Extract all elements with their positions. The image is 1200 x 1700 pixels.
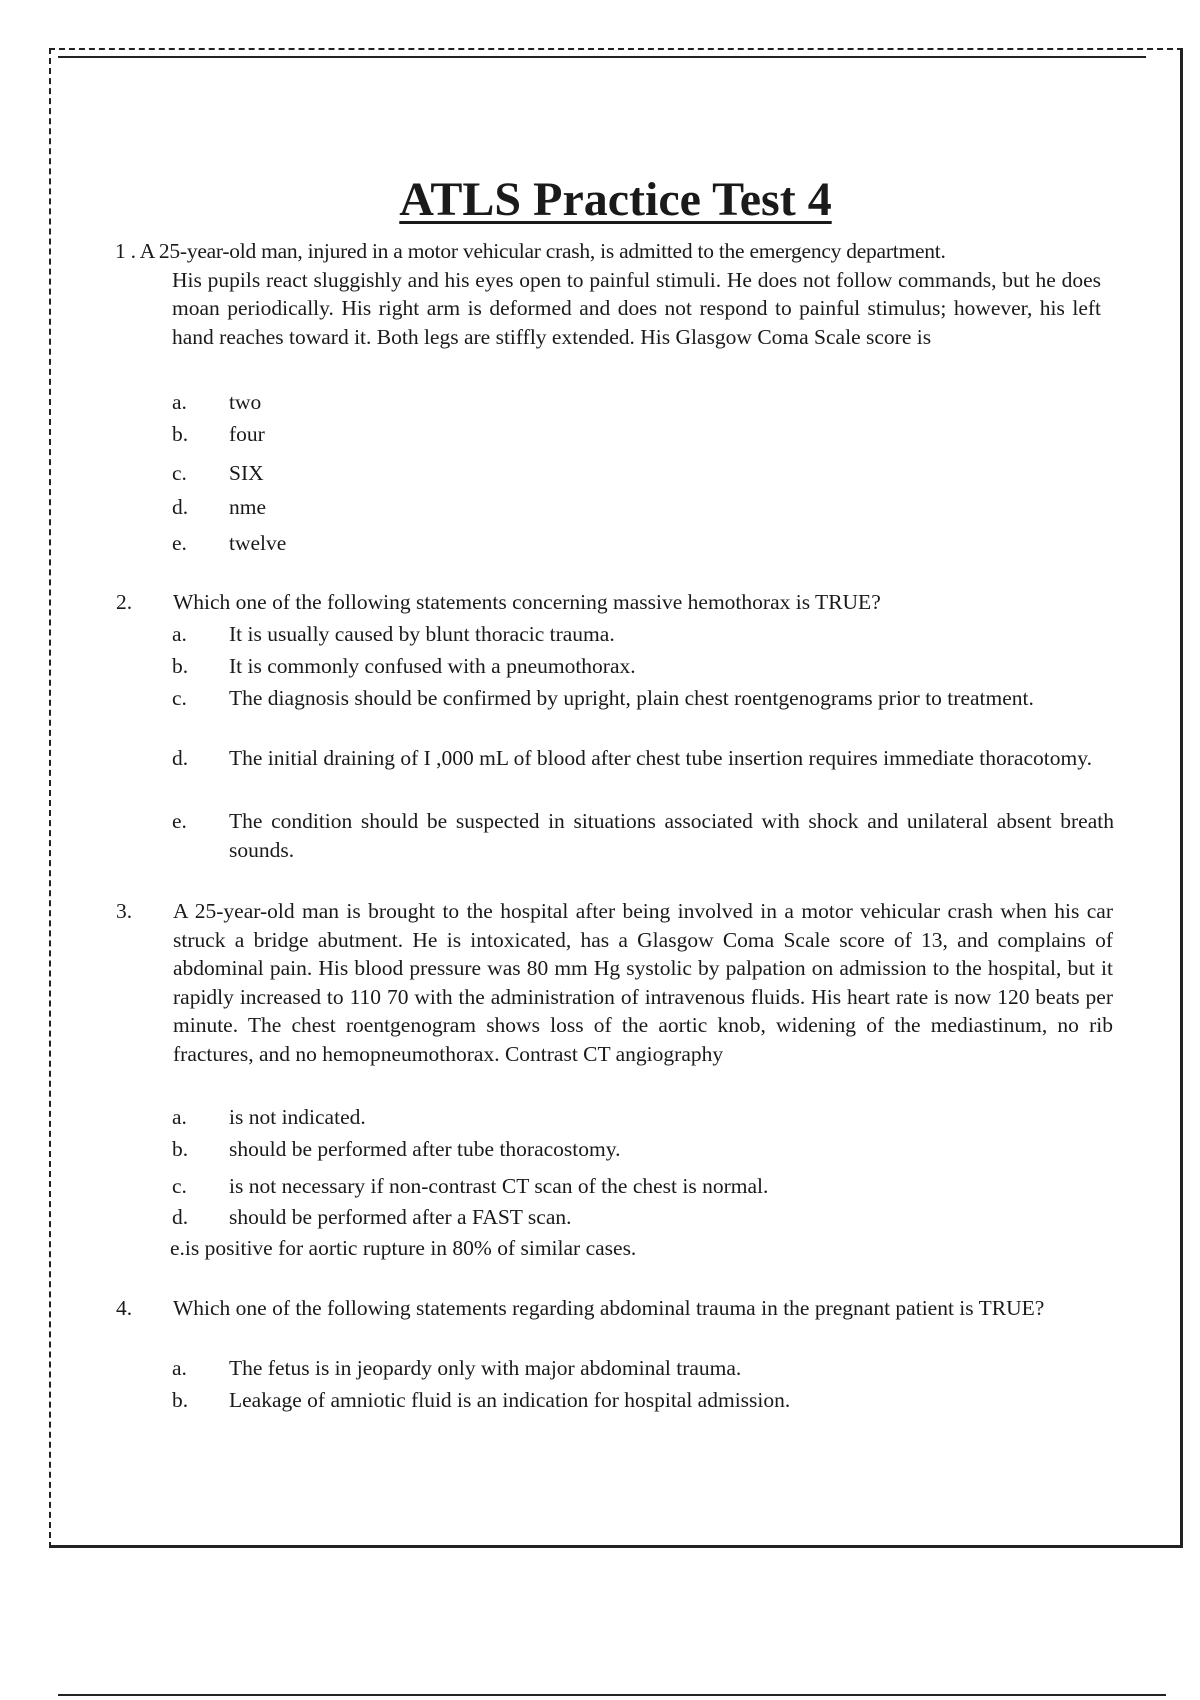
question-2 bbox=[116, 588, 1114, 617]
question-text: His pupils react sluggishly and his eyes open to painful stimuli. He does not follow commands, but he does moan periodically. His right arm is deformed and does not respond to painful stimulus; however, his left hand reaches toward it. Both legs are stiffly extended. His Glasgow Coma Scale score is bbox=[172, 267, 1101, 349]
option-letter: a. bbox=[172, 1356, 187, 1380]
option-letter: c. bbox=[172, 686, 187, 710]
option-letter: e. bbox=[170, 1236, 185, 1260]
bottom-rule bbox=[58, 1694, 1166, 1696]
option-letter: d. bbox=[172, 495, 189, 519]
document-title: ATLS Practice Test 4 bbox=[399, 173, 832, 226]
question-4 bbox=[116, 1294, 1114, 1323]
option-e bbox=[170, 1234, 636, 1263]
option-letter: e. bbox=[172, 809, 187, 833]
option-letter: b. bbox=[172, 654, 189, 678]
option-letter: d. bbox=[172, 746, 189, 770]
option-text: twelve bbox=[229, 531, 287, 555]
question-text: Which one of the following statements regarding abdominal trauma in the pregnant patient is TRUE? bbox=[173, 1296, 1045, 1320]
option-letter: a. bbox=[172, 390, 187, 414]
option-text: It is usually caused by blunt thoracic trauma. bbox=[229, 622, 615, 646]
question-number: 2. bbox=[116, 590, 133, 614]
question-text: Which one of the following statements concerning massive hemothorax is TRUE? bbox=[173, 590, 881, 614]
option-text: should be performed after a FAST scan. bbox=[229, 1205, 572, 1229]
option-letter: d. bbox=[172, 1205, 189, 1229]
option-text: nme bbox=[229, 495, 267, 519]
top-rule bbox=[58, 56, 1146, 58]
option-text: two bbox=[229, 390, 262, 414]
question-3 bbox=[116, 897, 1114, 1068]
option-letter: b. bbox=[172, 1388, 189, 1412]
option-text: The condition should be suspected in situations associated with shock and unilateral absent breath sounds. bbox=[229, 809, 1114, 862]
option-letter: e. bbox=[172, 531, 187, 555]
option-letter: c. bbox=[172, 1174, 187, 1198]
option-letter: c. bbox=[172, 461, 187, 485]
option-text: should be performed after tube thoracostomy. bbox=[229, 1137, 621, 1161]
question-number: 1 . bbox=[115, 239, 136, 263]
option-text: is not necessary if non-contrast CT scan of the chest is normal. bbox=[229, 1174, 769, 1198]
option-text: The diagnosis should be confirmed by upright, plain chest roentgenograms prior to treatment. bbox=[229, 686, 1034, 710]
option-text: SIX bbox=[229, 461, 264, 485]
option-letter: a. bbox=[172, 1105, 187, 1129]
option-letter: b. bbox=[172, 422, 189, 446]
option-text: is not indicated. bbox=[229, 1105, 366, 1129]
question-text: A 25-year-old man is brought to the hospital after being involved in a motor vehicular crash when his car struck a bridge abutment. He is intoxicated, has a Glasgow Coma Scale score of 13, and complains of abdominal pain. His blood pressure was 80 mm Hg systolic by palpation on admission to the hospital, but it rapidly increased to 110 70 with the administration of intravenous fluids. His heart rate is now 120 beats per minute. The chest roentgenogram shows loss of the aortic knob, widening of the mediastinum, no rib fractures, and no hemopneumothorax. Contrast CT angiography bbox=[173, 899, 1113, 1066]
option-text: The fetus is in jeopardy only with major abdominal trauma. bbox=[229, 1356, 742, 1380]
option-text: Leakage of amniotic fluid is an indication for hospital admission. bbox=[229, 1388, 791, 1412]
option-text: It is commonly confused with a pneumothorax. bbox=[229, 654, 636, 678]
question-1 bbox=[115, 237, 1101, 351]
question-number: 3. bbox=[116, 899, 133, 923]
option-text: The initial draining of I ,000 mL of blood after chest tube insertion requires immediate thoracotomy. bbox=[229, 746, 1092, 770]
question-number: 4. bbox=[116, 1296, 133, 1320]
option-text: four bbox=[229, 422, 265, 446]
option-letter: b. bbox=[172, 1137, 189, 1161]
question-text-first-line: A 25-year-old man, injured in a motor vehicular crash, is admitted to the emergency department. bbox=[139, 239, 946, 263]
option-text: is positive for aortic rupture in 80% of similar cases. bbox=[184, 1236, 637, 1260]
option-letter: a. bbox=[172, 622, 187, 646]
